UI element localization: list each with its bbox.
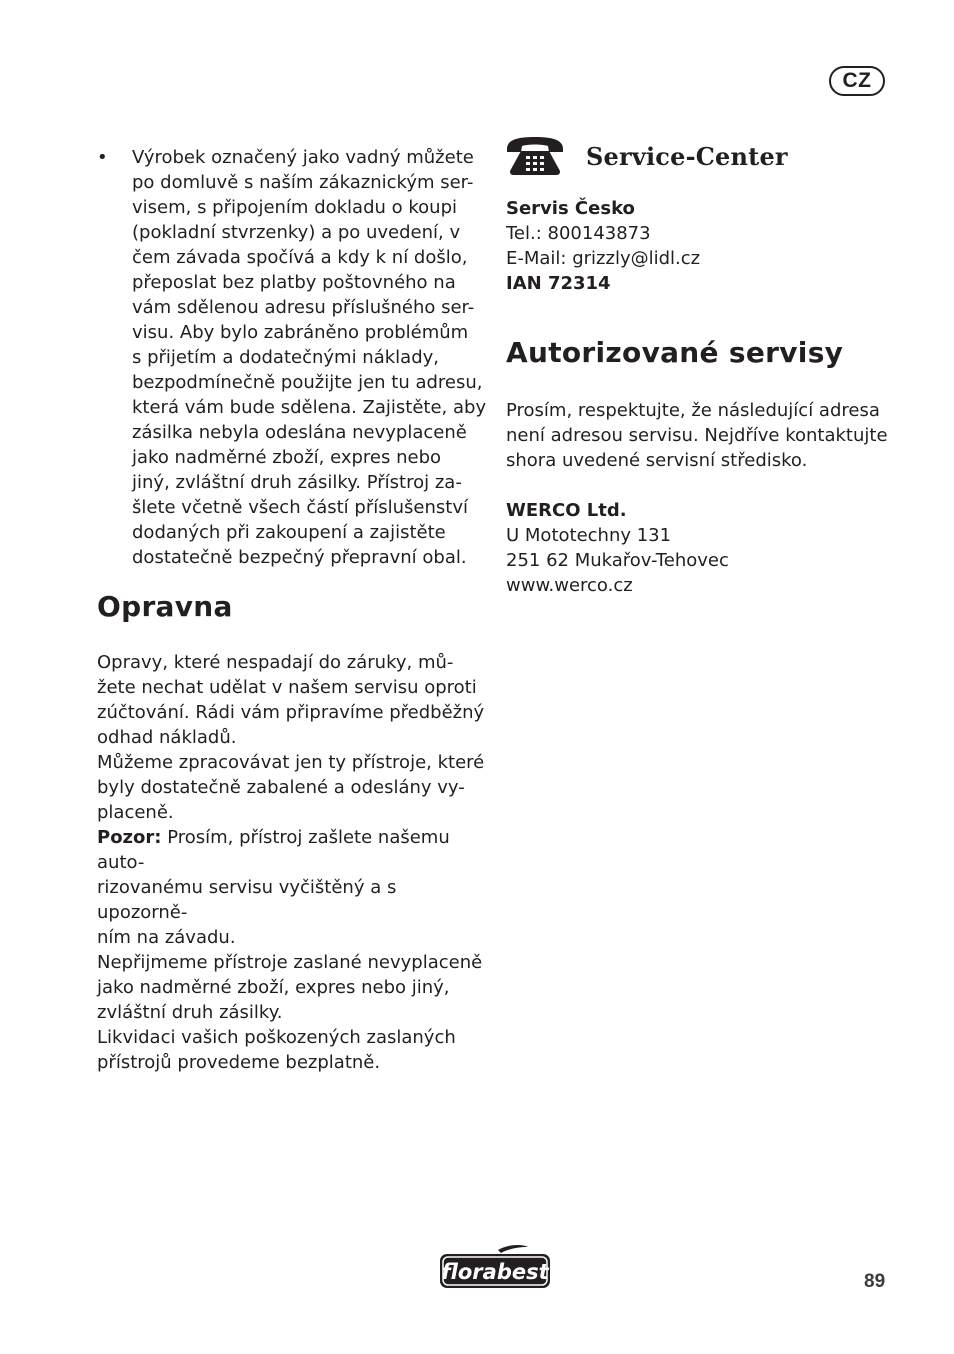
line: s přijetím a dodatečnými náklady, — [132, 347, 440, 368]
left-column — [97, 145, 487, 1075]
line: byly dostatečně zabalené a odeslány vy- — [97, 777, 465, 798]
line: ním na závadu. — [97, 927, 236, 948]
line: žete nechat udělat v našem servisu oproti — [97, 677, 477, 698]
telephone-icon — [504, 136, 566, 176]
line: Můžeme zpracovávat jen ty přístroje, které — [97, 752, 485, 773]
service-center-header — [506, 136, 896, 176]
line: bezpodmínečně použijte jen tu adresu, — [132, 372, 483, 393]
line: dodaných při zakoupení a zajistěte — [132, 522, 446, 543]
line: přístrojů provedeme bezplatně. — [97, 1052, 381, 1073]
line: Prosím, respektujte, že následující adresa — [506, 400, 880, 421]
line: shora uvedené servisní středisko. — [506, 450, 808, 471]
svg-text:florabest: florabest — [441, 1260, 549, 1284]
line: po domluvě s naším zákaznickým ser- — [132, 172, 474, 193]
line: Výrobek označený jako vadný můžete — [132, 147, 474, 168]
line: šlete včetně všech částí příslušenství — [132, 497, 468, 518]
line: přeposlat bez platby poštovného na — [132, 272, 456, 293]
line: čem závada spočívá a kdy k ní došlo, — [132, 247, 468, 268]
line: Nepřijmeme přístroje zaslané nevyplaceně — [97, 952, 483, 973]
line: která vám bude sdělena. Zajistěte, aby — [132, 397, 487, 418]
line: jako nadměrné zboží, expres nebo — [132, 447, 442, 468]
service-center-title: Service-Center — [586, 141, 788, 171]
line: není adresou servisu. Nejdříve kontaktujte — [506, 425, 888, 446]
line: rizovanému servisu vyčištěný a s upozorně- — [97, 877, 397, 923]
line: jiný, zvláštní druh zásilky. Přístroj za- — [132, 472, 462, 493]
company-name: WERCO Ltd. — [506, 500, 627, 521]
service-name: Servis Česko — [506, 198, 635, 219]
list-item — [97, 145, 487, 570]
address-block — [506, 498, 896, 598]
city-address: 251 62 Mukařov-Tehovec — [506, 550, 729, 571]
street-address: U Mototechny 131 — [506, 525, 672, 546]
page-number: 89 — [864, 1271, 886, 1292]
bullet: • — [97, 147, 108, 168]
line: dostatečně bezpečný přepravní obal. — [132, 547, 467, 568]
line: vám sdělenou adresu příslušného ser- — [132, 297, 475, 318]
language-badge: CZ — [829, 66, 885, 96]
phone-number: Tel.: 800143873 — [506, 223, 651, 244]
florabest-logo — [438, 1244, 552, 1292]
authorized-services-heading: Autorizované servisy — [506, 336, 844, 369]
line: visu. Aby bylo zabráněno problémům — [132, 322, 469, 343]
pozor-label: Pozor: — [97, 827, 162, 848]
line: Prosím, přístroj zašlete našemu auto- — [97, 827, 450, 873]
line: zúčtování. Rádi vám připravíme předběžný — [97, 702, 485, 723]
ian-number: IAN 72314 — [506, 273, 611, 294]
line: zvláštní druh zásilky. — [97, 1002, 283, 1023]
contact-block — [506, 196, 896, 296]
line: (pokladní stvrzenky) a po uvedení, v — [132, 222, 461, 243]
opravna-heading: Opravna — [97, 590, 233, 623]
line: Opravy, které nespadají do záruky, mů- — [97, 652, 454, 673]
line: jako nadměrné zboží, expres nebo jiný, — [97, 977, 450, 998]
website: www.werco.cz — [506, 575, 633, 596]
repair-paragraph — [97, 650, 487, 1075]
line: zásilka nebyla odeslána nevyplaceně — [132, 422, 467, 443]
line: placeně. — [97, 802, 174, 823]
line: odhad nákladů. — [97, 727, 237, 748]
line: Likvidaci vašich poškozených zaslaných — [97, 1027, 456, 1048]
right-column — [506, 136, 896, 598]
notice-paragraph — [506, 398, 896, 473]
line: visem, s připojením dokladu o koupi — [132, 197, 458, 218]
email-address: E-Mail: grizzly@lidl.cz — [506, 248, 701, 269]
